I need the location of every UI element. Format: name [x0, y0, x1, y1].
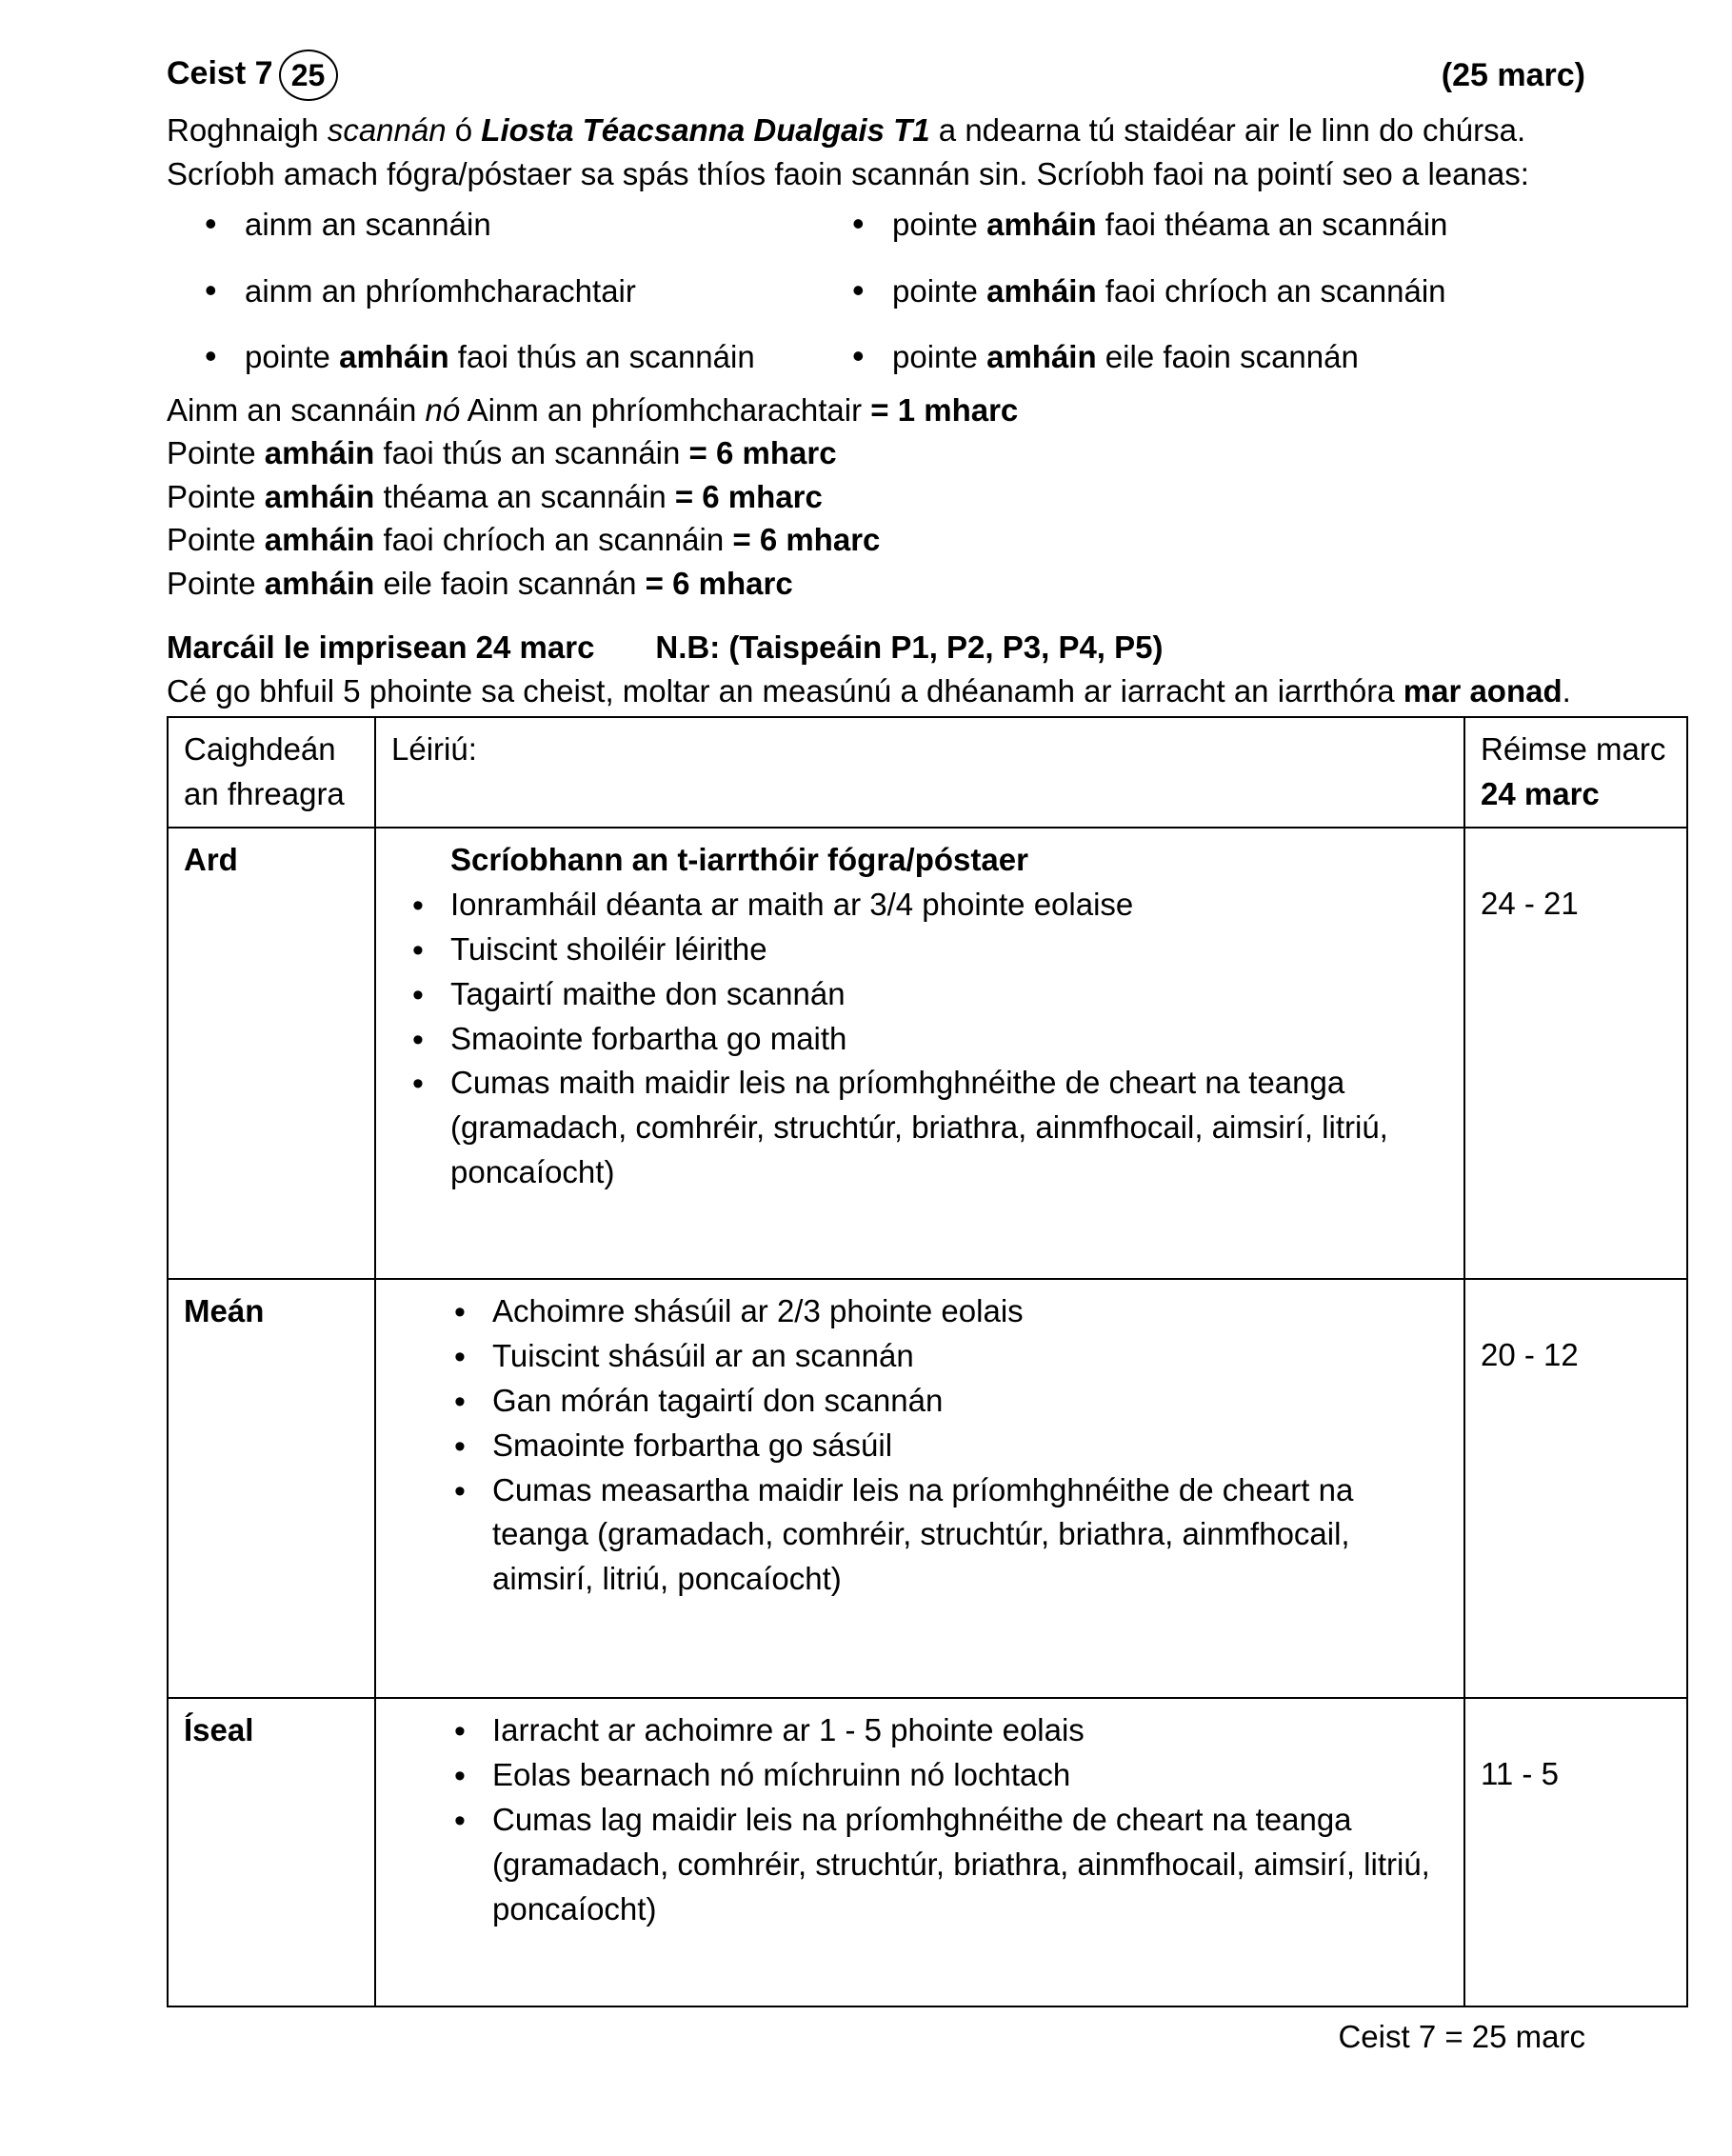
marks-text: faoi chríoch an scannáin	[374, 522, 733, 558]
marks-text: eile faoin scannán	[374, 565, 646, 601]
impression-note	[167, 669, 1690, 713]
marks-line	[167, 431, 1690, 475]
table-row	[168, 1279, 1687, 1698]
point-text: ainm an scannáin	[245, 207, 491, 243]
point-bold: amháin	[986, 272, 1097, 309]
point-text: pointe	[892, 339, 987, 375]
list-item: • Cumas maith maidir leis na príomhghnéithe de cheart na teanga (gramadach, comhréir, struchtúr, briathra, ainmfhocail, aimsirí, litriú, poncaíocht)	[408, 1061, 1448, 1195]
range-ard	[1464, 828, 1687, 1279]
list-item: • Cumas lag maidir leis na príomhghnéithe de cheart na teanga (gramadach, comhréir, struchtúr, briathra, ainmfhocail, aimsirí, litriú, poncaíocht)	[450, 1798, 1448, 1932]
marks-value: = 1 mharc	[870, 391, 1019, 428]
point-bold: amháin	[986, 207, 1097, 243]
range-iseal	[1464, 1698, 1687, 2006]
instructions	[167, 109, 1690, 195]
instr-text: a ndearna tú staidéar air le linn do chúrsa.	[929, 112, 1526, 148]
marks-value: = 6 mharc	[688, 435, 837, 471]
point-item	[852, 335, 1519, 379]
marks-text: Pointe	[167, 435, 265, 471]
marks-text: Pointe	[167, 522, 265, 558]
marks-value: = 6 mharc	[732, 522, 881, 558]
point-item	[852, 270, 1519, 313]
marks-value: = 6 mharc	[674, 478, 823, 514]
instr-text: ó	[446, 112, 482, 148]
point-text: pointe	[892, 207, 987, 243]
point-bold: amháin	[986, 339, 1097, 375]
point-text: pointe	[245, 339, 340, 375]
header-standard: Caighdeán an fhreagra	[168, 717, 375, 828]
marking-scheme-page	[167, 46, 1690, 2059]
marks-text: faoi thús an scannáin	[374, 435, 689, 471]
marks-text: théama an scannáin	[374, 478, 675, 514]
range-mean	[1464, 1279, 1687, 1698]
table-header-row	[168, 717, 1687, 828]
instr-italic: scannán	[327, 112, 447, 148]
range-value: 24 - 21	[1481, 886, 1579, 922]
description-ard	[375, 828, 1464, 1279]
list-item: • Cumas measartha maidir leis na príomhghnéithe de cheart na teanga (gramadach, comhréir, struchtúr, briathra, ainmfhocail, aimsirí, litriú, poncaíocht)	[450, 1468, 1448, 1603]
marks-text: Pointe	[167, 478, 265, 514]
description-mean	[375, 1279, 1464, 1698]
list-item: • Achoimre shásúil ar 2/3 phointe eolais	[450, 1289, 1448, 1334]
note-text: Cé go bhfuil 5 phointe sa cheist, moltar an measúnú a dhéanamh ar iarracht an iarrthóra	[167, 672, 1404, 709]
impression-nb: N.B: (Taispeáin P1, P2, P3, P4, P5)	[655, 629, 1164, 666]
point-text: pointe	[892, 272, 987, 309]
list-item: • Eolas bearnach nó míchruinn nó lochtach	[450, 1753, 1448, 1798]
ard-block	[408, 838, 1448, 1195]
list-item: • Gan mórán tagairtí don scannán	[450, 1379, 1448, 1424]
marks-text: Pointe	[167, 565, 265, 601]
marks-bold: amháin	[264, 522, 375, 558]
point-bold: amháin	[339, 339, 449, 375]
point-item	[852, 203, 1519, 247]
list-item: • Tagairtí maithe don scannán	[408, 972, 1448, 1017]
marks-line	[167, 389, 1690, 432]
points-list	[205, 203, 1690, 379]
point-item	[205, 335, 852, 379]
range-value: 20 - 12	[1481, 1337, 1579, 1373]
total-marks: (25 marc)	[1441, 57, 1585, 93]
marks-bold: amháin	[264, 478, 375, 514]
note-text: .	[1562, 672, 1571, 709]
list-item: • Tuiscint shásúil ar an scannán	[450, 1334, 1448, 1379]
impression-label: Marcáil le imprisean 24 marc	[167, 629, 595, 666]
circled-mark: 25	[279, 50, 338, 101]
range-label: Réimse marc	[1481, 731, 1666, 768]
impression-heading	[167, 626, 1690, 669]
marks-text: Ainm an scannáin	[167, 391, 426, 428]
marks-italic: nó	[425, 391, 461, 428]
marks-bold: amháin	[264, 565, 375, 601]
question-number: Ceist 7	[167, 54, 273, 91]
level-ard: Ard	[168, 828, 375, 1279]
instruction-line-1	[167, 109, 1690, 152]
instr-text: Roghnaigh	[167, 112, 328, 148]
marks-breakdown	[167, 389, 1690, 606]
list-item: • Iarracht ar achoimre ar 1 - 5 phointe eolais	[450, 1708, 1448, 1753]
level-iseal: Íseal	[168, 1698, 375, 2006]
header-description: Léiriú:	[375, 717, 1464, 828]
range-total: 24 marc	[1481, 776, 1600, 812]
description-iseal	[375, 1698, 1464, 2006]
marks-line	[167, 475, 1690, 519]
header-range	[1464, 717, 1687, 828]
iseal-criteria	[450, 1708, 1448, 1931]
ard-criteria	[408, 883, 1448, 1195]
marks-line	[167, 562, 1690, 606]
mean-criteria	[450, 1289, 1448, 1602]
list-item: • Ionramháil déanta ar maith ar 3/4 phointe eolaise	[408, 883, 1448, 928]
question-total: Ceist 7 = 25 marc	[1338, 2019, 1585, 2055]
list-item: • Smaointe forbartha go sásúil	[450, 1424, 1448, 1468]
point-text: ainm an phríomhcharachtair	[245, 272, 636, 309]
question-header	[167, 46, 1690, 99]
instruction-line-2: Scríobh amach fógra/póstaer sa spás thíos faoin scannán sin. Scríobh faoi na pointí seo a leanas:	[167, 155, 1529, 191]
list-item: • Smaointe forbartha go maith	[408, 1017, 1448, 1062]
question-title	[167, 50, 338, 101]
list-item: • Tuiscint shoiléir léirithe	[408, 928, 1448, 972]
range-value: 11 - 5	[1481, 1756, 1559, 1792]
ard-heading: Scríobhann an t-iarrthóir fógra/póstaer	[450, 842, 1028, 878]
point-text: eile faoin scannán	[1096, 339, 1359, 375]
marks-bold: amháin	[264, 435, 375, 471]
point-text: faoi théama an scannáin	[1096, 207, 1448, 243]
marking-table	[167, 716, 1688, 2007]
text-list-title: Liosta Téacsanna Dualgais T1	[481, 112, 930, 148]
point-text: faoi chríoch an scannáin	[1096, 272, 1446, 309]
table-row	[168, 828, 1687, 1279]
marks-value: = 6 mharc	[645, 565, 793, 601]
marks-text: Ainm an phríomhcharachtair	[460, 391, 871, 428]
level-mean: Meán	[168, 1279, 375, 1698]
marks-line	[167, 518, 1690, 562]
point-text: faoi thús an scannáin	[448, 339, 755, 375]
point-item	[205, 270, 852, 313]
note-bold: mar aonad	[1403, 672, 1563, 709]
point-item	[205, 203, 852, 247]
table-row	[168, 1698, 1687, 2006]
